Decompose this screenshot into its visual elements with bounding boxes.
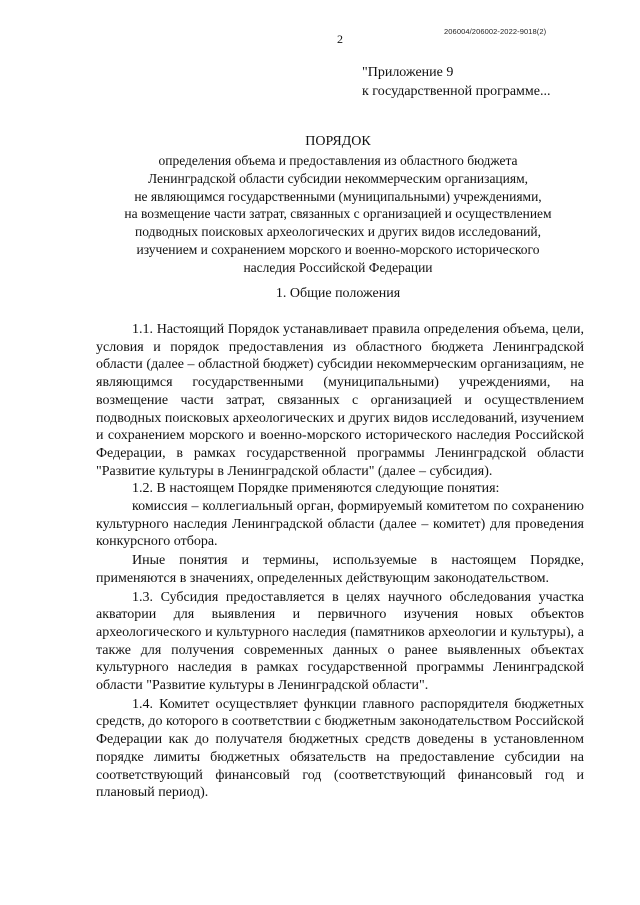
document-subtitle [88,152,588,277]
subtitle-line: определения объема и предоставления из областного бюджета [158,153,518,168]
paragraph-definition: комиссия – коллегиальный орган, формируемый комитетом по сохранению культурного наследия Ленинградской области (далее – комитет) для проведения конкурсного отбора. [96,499,584,550]
subtitle-line: не являющимся государственными (муниципальными) учреждениями, [134,188,542,204]
paragraph-1-1: 1.1. Настоящий Порядок устанавливает правила определения объема, цели, условия и порядок предоставления из областного бюджета Ленинградской области (далее – областной бюджет) субсидии некоммерческим организациям, не являющимся государственными (муниципальными) учреждениями, на возмещение части затрат, связанных с организацией и осуществлением подводных поисковых археологических и других видов исследований, изучением и сохранением морского и военно-морского исторического наследия Российской Федерации, в рамках государственной программы Ленинградской области "Развитие культуры в Ленинградской области" (далее – субсидия). [96,322,584,479]
subtitle-line: наследия Российской Федерации [243,259,433,275]
document-registration-number: 206004/206002-2022-9018(2) [444,27,547,36]
subtitle-line: Ленинградской области субсидии некоммерческим организациям, [147,170,529,186]
appendix-line-2: к государственной программе... [362,84,551,99]
paragraph-1-3: 1.3. Субсидия предоставляется в целях научного обследования участка акватории для выявления и первичного изучения новых объектов археологического и культурного наследия (памятников археологии и культуры), а также для получения современных данных о ранее выявленных объектах культурного наследия в рамках государственной программы Ленинградской области "Развитие культуры в Ленинградской области". [96,589,584,694]
section-heading: 1. Общие положения [275,286,401,301]
appendix-line-1: "Приложение 9 [362,65,454,80]
page-number: 2 [337,32,343,46]
paragraph-other-terms: Иные понятия и термины, используемые в настоящем Порядке, применяются в значениях, определенных действующим законодательством. [96,553,584,586]
paragraph-1-2: 1.2. В настоящем Порядке применяются следующие понятия: [132,481,500,497]
subtitle-line: подводных поисковых археологических и других видов исследований, [134,224,541,240]
document-body [96,321,584,802]
appendix-reference [362,63,550,101]
document-title: ПОРЯДОК [305,134,371,149]
paragraph-1-4: 1.4. Комитет осуществляет функции главного распорядителя бюджетных средств, до которого в соответствии с бюджетным законодательством Российской Федерации как до получателя бюджетных средств доведены в установленном порядке лимиты бюджетных обязательств на предоставление субсидии на соответствующий финансовый год (соответствующий финансовый год и плановый период). [96,696,584,801]
subtitle-line: изучением и сохранением морского и военно-морского исторического [136,241,540,257]
subtitle-line: на возмещение части затрат, связанных с организацией и осуществлением [124,206,552,222]
